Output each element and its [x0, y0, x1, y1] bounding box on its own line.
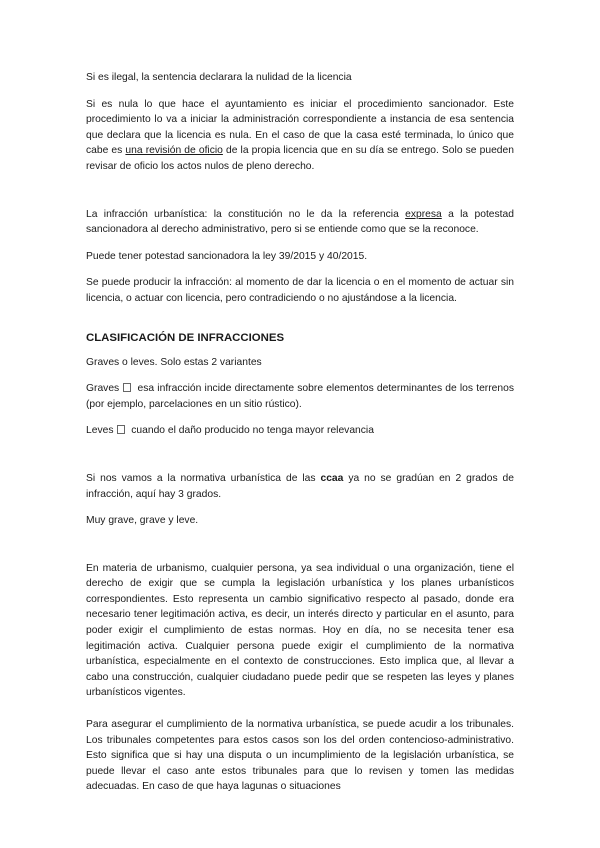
paragraph-variants: Graves o leves. Solo estas 2 variantes: [86, 356, 262, 368]
paragraph-courts: Para asegurar el cumplimiento de la normativa urbanística, se puede acudir a los tribunales. Los tribunales competentes para estos casos son los del orden contencioso-administrativo. Esto significa que si hay una disputa o un incumplimiento de la legislación urbanística, se puede llevar el caso ante estos tribunales para que lo revisen y tomen las medidas adecuadas. En caso de que haya lagunas o situaciones: [86, 719, 514, 793]
paragraph-public-action: En materia de urbanismo, cualquier persona, ya sea individual o una organización, tiene el derecho de exigir que se cumpla la legislación urbanística y los planes urbanísticos correspondientes. Esto representa un cambio significativo respecto al pasado, donde era necesario tener legitimación activa, es decir, un interés directo y particular en el asunto, para poder exigir el cumplimiento de estas normas. Hoy en día, no se necesita tener esa legitimación activa. Cualquier persona puede exigir el cumplimiento de la normativa urbanística, especialmente en el contexto de construcciones. Esto implica que, al llevar a cabo una construcción, cualquier ciudadano puede pedir que se respeten las leyes y planes urbanísticos vigentes.: [86, 562, 514, 699]
arrow-placeholder-icon: [123, 383, 131, 392]
text-run: de la propia licencia que en su día se entrego. Solo se pueden revisar de oficio los actos nulos de pleno derecho.: [86, 145, 514, 172]
document-body: [86, 70, 514, 795]
section-heading: CLASIFICACIÓN DE INFRACCIONES: [86, 331, 285, 344]
text-run: Si nos vamos a la normativa urbanística de las: [86, 472, 321, 484]
text-run: ya no se gradúan en 2 grados de infracción, aquí hay 3 grados.: [86, 472, 514, 500]
paragraph-sentence-nullity: Si es ilegal, la sentencia declarara la nulidad de la licencia: [86, 72, 352, 83]
paragraph-urban-infraction: [86, 207, 514, 238]
graves-label: Graves: [86, 383, 120, 395]
paragraph-leves: [86, 423, 514, 439]
text-run: a la potestad sancionadora al derecho administrativo, pero si se entiende como que se la reconoce.: [86, 208, 514, 236]
underlined-expresa: expresa: [405, 208, 442, 220]
arrow-placeholder-icon: [117, 425, 125, 434]
paragraph-graves: [86, 381, 514, 412]
underlined-revision-de-oficio: una revisión de oficio: [125, 145, 223, 157]
text-run: La infracción urbanística: la constitución no le da la referencia: [86, 208, 406, 220]
paragraph-three-grades: Muy grave, grave y leve.: [86, 515, 199, 527]
paragraph-ccaa: [86, 471, 514, 502]
paragraph-sanction-laws: Puede tener potestad sancionadora la ley 39/2015 y 40/2015.: [86, 250, 368, 262]
leves-label: Leves: [86, 425, 114, 437]
paragraph-sanction-procedure: [86, 97, 514, 175]
paragraph-when-infraction: Se puede producir la infracción: al momento de dar la licencia o en el momento de actuar sin licencia, o actuar con licencia, pero contradiciendo o no ajustándose a la licencia.: [86, 277, 514, 304]
bold-ccaa: ccaa: [320, 472, 344, 484]
graves-text: esa infracción incide directamente sobre elementos determinantes de los terrenos (por ejemplo, parcelaciones en un sitio rústico).: [86, 383, 514, 410]
text-run: Si es nula lo que hace el ayuntamiento es iniciar el procedimiento sancionador. Este procedimiento lo va a iniciar la administración correspondiente a instancia de esa sentencia que declara que la licencia es nula. En el caso de que la casa esté terminada, lo único que cabe es: [86, 98, 514, 157]
leves-text: cuando el daño producido no tenga mayor relevancia: [131, 425, 374, 437]
